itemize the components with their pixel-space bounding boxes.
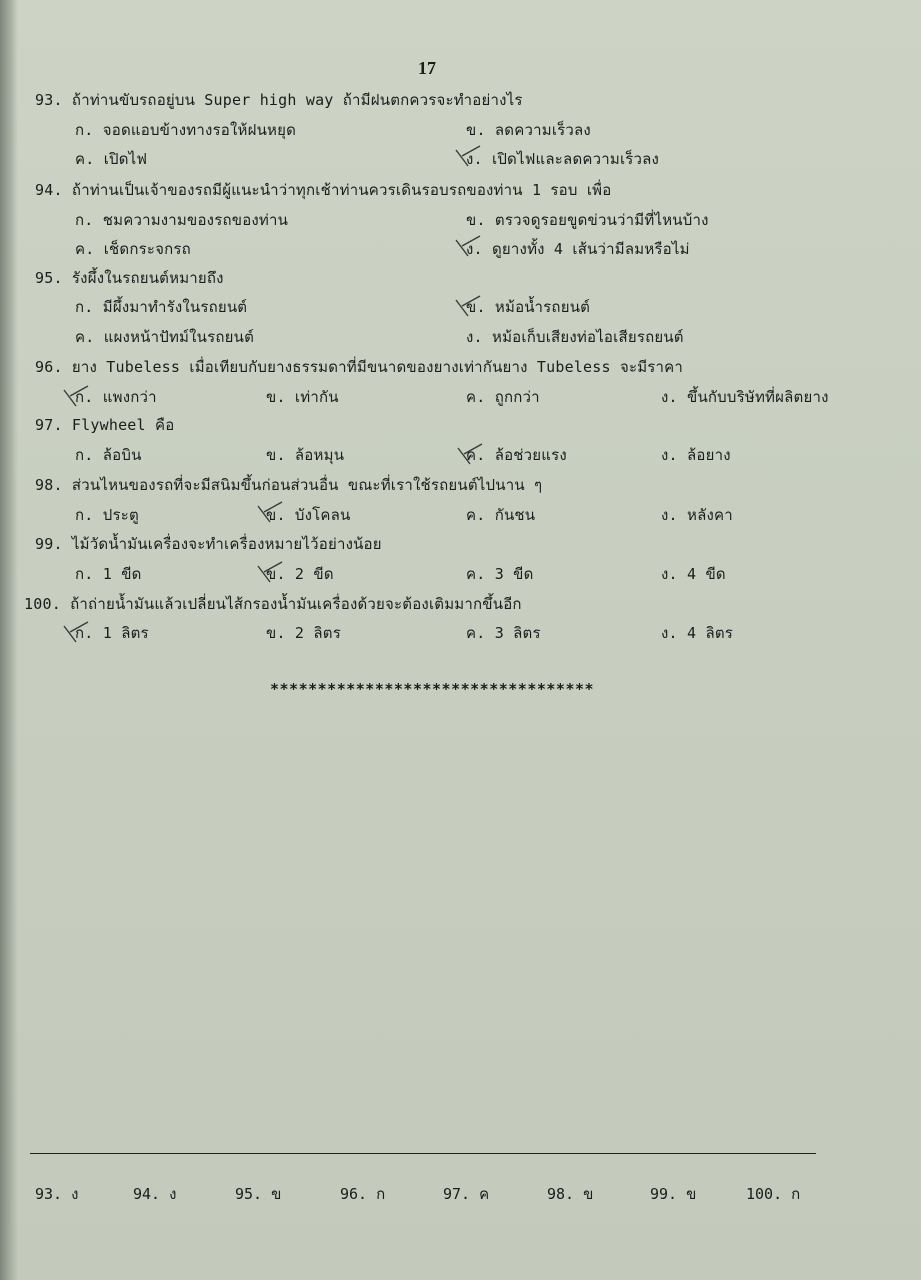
- q98-option-c: ค. กันชน: [466, 506, 536, 524]
- page-edge-shadow: [0, 0, 18, 1280]
- handwritten-check-mark: [256, 560, 284, 588]
- answer-key-93: 93. ง: [35, 1185, 79, 1203]
- q97-option-b: ข. ล้อหมุน: [266, 446, 345, 464]
- q95-option-b: ข. หม้อน้ำรถยนต์: [466, 298, 591, 316]
- handwritten-check-mark: [454, 144, 482, 172]
- question-96: 96. ยาง Tubeless เมื่อเทียบกับยางธรรมดาที่มีขนาดของยางเท่ากันยาง Tubeless จะมีราคา: [35, 358, 684, 376]
- handwritten-check-mark: [456, 442, 484, 470]
- question-98: 98. ส่วนไหนของรถที่จะมีสนิมขึ้นก่อนส่วนอื่น ขณะที่เราใช้รถยนต์ไปนาน ๆ: [35, 476, 543, 494]
- handwritten-check-mark: [256, 500, 284, 528]
- answer-key-96: 96. ก: [340, 1185, 386, 1203]
- q96-option-c: ค. ถูกกว่า: [466, 388, 540, 406]
- q100-option-d: ง. 4 ลิตร: [661, 624, 734, 642]
- q94-option-c: ค. เช็ดกระจกรถ: [75, 240, 191, 258]
- q99-option-b: ข. 2 ขีด: [266, 565, 334, 583]
- footer-rule: [30, 1153, 816, 1154]
- q98-option-b: ข. บังโคลน: [266, 506, 351, 524]
- q95-option-d: ง. หม้อเก็บเสียงท่อไอเสียรถยนต์: [466, 328, 684, 346]
- separator-stars: **********************************: [270, 680, 595, 698]
- q100-option-a: ก. 1 ลิตร: [75, 624, 149, 642]
- answer-key-95: 95. ข: [235, 1185, 282, 1203]
- q99-option-c: ค. 3 ขีด: [466, 565, 534, 583]
- q100-option-c: ค. 3 ลิตร: [466, 624, 541, 642]
- q93-option-d: ง. เปิดไฟและลดความเร็วลง: [466, 150, 660, 168]
- answer-key-100: 100. ก: [746, 1185, 801, 1203]
- q95-option-c: ค. แผงหน้าปัทม์ในรถยนต์: [75, 328, 255, 346]
- q99-option-d: ง. 4 ขีด: [661, 565, 726, 583]
- answer-key-97: 97. ค: [443, 1185, 490, 1203]
- question-94: 94. ถ้าท่านเป็นเจ้าของรถมีผู้แนะนำว่าทุกเช้าท่านควรเดินรอบรถของท่าน 1 รอบ เพื่อ: [35, 181, 612, 199]
- q98-option-d: ง. หลังคา: [661, 506, 733, 524]
- page-number: 17: [418, 58, 436, 78]
- answer-key-94: 94. ง: [133, 1185, 177, 1203]
- question-93: 93. ถ้าท่านขับรถอยู่บน Super high way ถ้ามีฝนตกควรจะทำอย่างไร: [35, 91, 523, 109]
- q97-option-d: ง. ล้อยาง: [661, 446, 731, 464]
- q98-option-a: ก. ประตู: [75, 506, 139, 524]
- q97-option-a: ก. ล้อบิน: [75, 446, 142, 464]
- handwritten-check-mark: [62, 384, 90, 412]
- q97-option-c: ค. ล้อช่วยแรง: [466, 446, 567, 464]
- question-97: 97. Flywheel คือ: [35, 416, 175, 434]
- q96-option-d: ง. ขึ้นกับบริษัทที่ผลิตยาง: [661, 388, 829, 406]
- answer-key-98: 98. ข: [547, 1185, 594, 1203]
- q94-option-a: ก. ชมความงามของรถของท่าน: [75, 211, 289, 229]
- q95-option-a: ก. มีผึ้งมาทำรังในรถยนต์: [75, 298, 248, 316]
- q93-option-a: ก. จอดแอบข้างทางรอให้ฝนหยุด: [75, 121, 297, 139]
- q96-option-a: ก. แพงกว่า: [75, 388, 157, 406]
- q94-option-b: ข. ตรวจดูรอยขูดข่วนว่ามีที่ไหนบ้าง: [466, 211, 709, 229]
- q94-option-d: ง. ดูยางทั้ง 4 เส้นว่ามีลมหรือไม่: [466, 240, 690, 258]
- handwritten-check-mark: [454, 234, 482, 262]
- handwritten-check-mark: [62, 620, 90, 648]
- q96-option-b: ข. เท่ากัน: [266, 388, 339, 406]
- question-95: 95. รังผึ้งในรถยนต์หมายถึง: [35, 269, 224, 287]
- handwritten-check-mark: [454, 294, 482, 322]
- q93-option-c: ค. เปิดไฟ: [75, 150, 148, 168]
- q93-option-b: ข. ลดความเร็วลง: [466, 121, 591, 139]
- question-99: 99. ไม้วัดน้ำมันเครื่องจะทำเครื่องหมายไว้อย่างน้อย: [35, 535, 382, 553]
- q99-option-a: ก. 1 ขีด: [75, 565, 142, 583]
- answer-key-99: 99. ข: [650, 1185, 697, 1203]
- question-100: 100. ถ้าถ่ายน้ำมันแล้วเปลี่ยนไส้กรองน้ำมันเครื่องด้วยจะต้องเติมมากขึ้นอีก: [24, 595, 522, 613]
- q100-option-b: ข. 2 ลิตร: [266, 624, 341, 642]
